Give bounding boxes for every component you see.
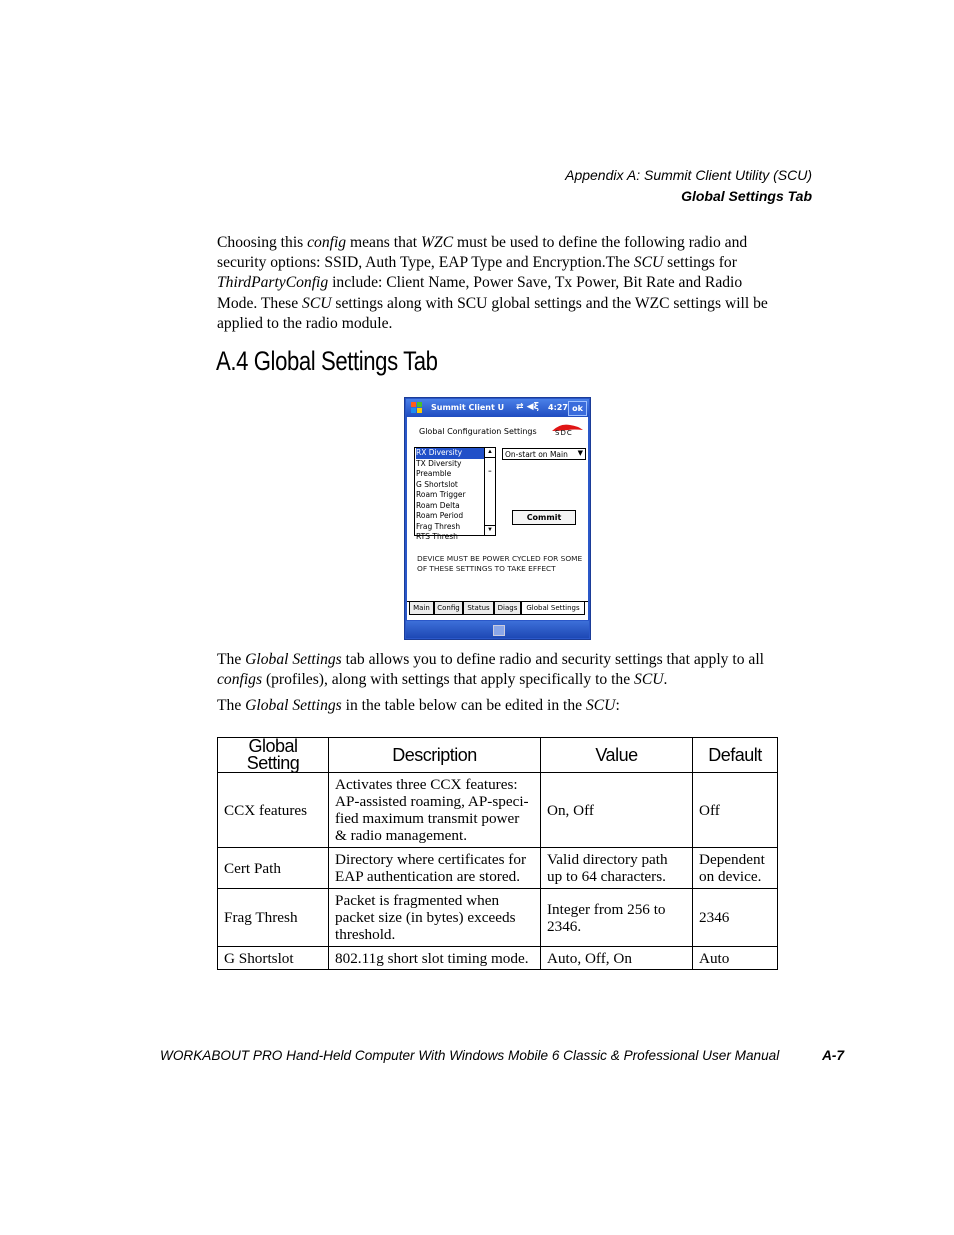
- settings-list: [416, 448, 486, 543]
- dropdown-arrow-icon[interactable]: ▼: [577, 449, 583, 457]
- tab-status[interactable]: Status: [463, 602, 494, 615]
- setting-description-cell: Directory where certificates for EAP authentication are stored.: [329, 848, 541, 889]
- scroll-down-arrow-icon[interactable]: ▼: [485, 525, 495, 535]
- setting-description-cell: Activates three CCX features: AP-assisted roaming, AP-speci-fied maximum transmit power & radio management.: [329, 773, 541, 848]
- power-cycle-warning: DEVICE MUST BE POWER CYCLED FOR SOME OF THESE SETTINGS TO TAKE EFFECT: [417, 554, 583, 574]
- settings-list-item[interactable]: RTS Thresh: [416, 532, 458, 541]
- setting-description-cell: 802.11g short slot timing mode.: [329, 947, 541, 970]
- settings-list-item[interactable]: Preamble: [416, 469, 452, 478]
- connectivity-volume-icon[interactable]: ⇄ ◀ξ: [516, 402, 539, 412]
- setting-name-cell: G Shortslot: [218, 947, 329, 970]
- device-client-area: [407, 417, 588, 620]
- global-settings-table: [217, 737, 778, 970]
- global-settings-paragraph: The Global Settings tab allows you to define radio and security settings that apply to all configs (profiles), along with settings that apply specifically to the SCU.: [217, 651, 764, 689]
- table-header-row: [218, 738, 778, 773]
- keyboard-icon[interactable]: [493, 625, 505, 636]
- commit-button[interactable]: Commit: [512, 510, 576, 525]
- table-row: [218, 773, 778, 848]
- scroll-thumb-icon[interactable]: ≡: [488, 469, 492, 475]
- scroll-up-arrow-icon[interactable]: ▲: [485, 448, 495, 458]
- setting-name-cell: Frag Thresh: [218, 889, 329, 947]
- device-title-bar: [406, 399, 589, 417]
- table-row: [218, 947, 778, 970]
- tab-main[interactable]: Main: [409, 602, 434, 615]
- settings-list-item[interactable]: Roam Period: [416, 511, 464, 520]
- device-app-title: Summit Client U: [431, 403, 505, 412]
- running-header-chapter: Appendix A: Summit Client Utility (SCU): [565, 167, 812, 183]
- table-intro-paragraph: The Global Settings in the table below can be edited in the SCU:: [217, 697, 620, 714]
- ok-button[interactable]: ok: [568, 401, 587, 416]
- footer-manual-title: WORKABOUT PRO Hand-Held Computer With Windows Mobile 6 Classic & Professional User Manual: [160, 1048, 780, 1063]
- column-header-value: Value: [541, 738, 693, 773]
- settings-list-item[interactable]: TX Diversity: [416, 458, 462, 468]
- tab-global-settings[interactable]: Global Settings: [521, 602, 585, 615]
- sdc-logo-text: SDC: [555, 429, 573, 437]
- column-header-global-setting: Global Setting: [218, 738, 329, 773]
- setting-value-cell: Integer from 256 to 2346.: [541, 889, 693, 947]
- settings-list-item[interactable]: G Shortslot: [416, 479, 458, 489]
- scu-tab-strip: [407, 601, 588, 616]
- setting-description-cell: Packet is fragmented when packet size (in bytes) exceeds threshold.: [329, 889, 541, 947]
- setting-value-cell: Auto, Off, On: [541, 947, 693, 970]
- column-header-default: Default: [693, 738, 778, 773]
- setting-value-dropdown[interactable]: [502, 448, 586, 460]
- setting-default-cell: Off: [693, 773, 778, 848]
- config-settings-label: Global Configuration Settings: [419, 427, 537, 436]
- table-row: [218, 889, 778, 947]
- section-heading: A.4 Global Settings Tab: [216, 346, 438, 376]
- setting-name-cell: Cert Path: [218, 848, 329, 889]
- column-header-description: Description: [329, 738, 541, 773]
- device-menu-bar: [406, 621, 589, 638]
- device-clock: 4:27: [548, 403, 568, 412]
- tab-config[interactable]: Config: [434, 602, 463, 615]
- setting-name-cell: CCX features: [218, 773, 329, 848]
- setting-default-cell: Dependent on device.: [693, 848, 778, 889]
- setting-default-cell: 2346: [693, 889, 778, 947]
- settings-list-item[interactable]: Roam Trigger: [416, 490, 466, 499]
- dropdown-value: On-start on Main: [505, 450, 568, 459]
- settings-list-item[interactable]: Roam Delta: [416, 500, 460, 510]
- running-header-section: Global Settings Tab: [681, 188, 812, 204]
- setting-value-cell: On, Off: [541, 773, 693, 848]
- settings-listbox[interactable]: [414, 447, 496, 541]
- listbox-scrollbar[interactable]: [484, 448, 495, 535]
- intro-paragraph: Choosing this config means that WZC must be used to define the following radio and security options: SSID, Auth Type, EAP Type and Encryption.The SCU settings for ThirdPartyConfig include: Client Name, Power Save, Tx Power, Bit Rate and Radio Mode. These SCU settings along with SCU global settings and the WZC settings will be applied to the radio module.: [217, 234, 768, 332]
- windows-start-icon[interactable]: [411, 402, 423, 414]
- tab-diags[interactable]: Diags: [494, 602, 521, 615]
- setting-default-cell: Auto: [693, 947, 778, 970]
- settings-list-item[interactable]: RX Diversity: [416, 448, 486, 459]
- device-screenshot: [404, 397, 591, 640]
- setting-value-cell: Valid directory path up to 64 characters.: [541, 848, 693, 889]
- table-row: [218, 848, 778, 889]
- page-number: A-7: [822, 1048, 844, 1063]
- settings-list-item[interactable]: Frag Thresh: [416, 521, 461, 531]
